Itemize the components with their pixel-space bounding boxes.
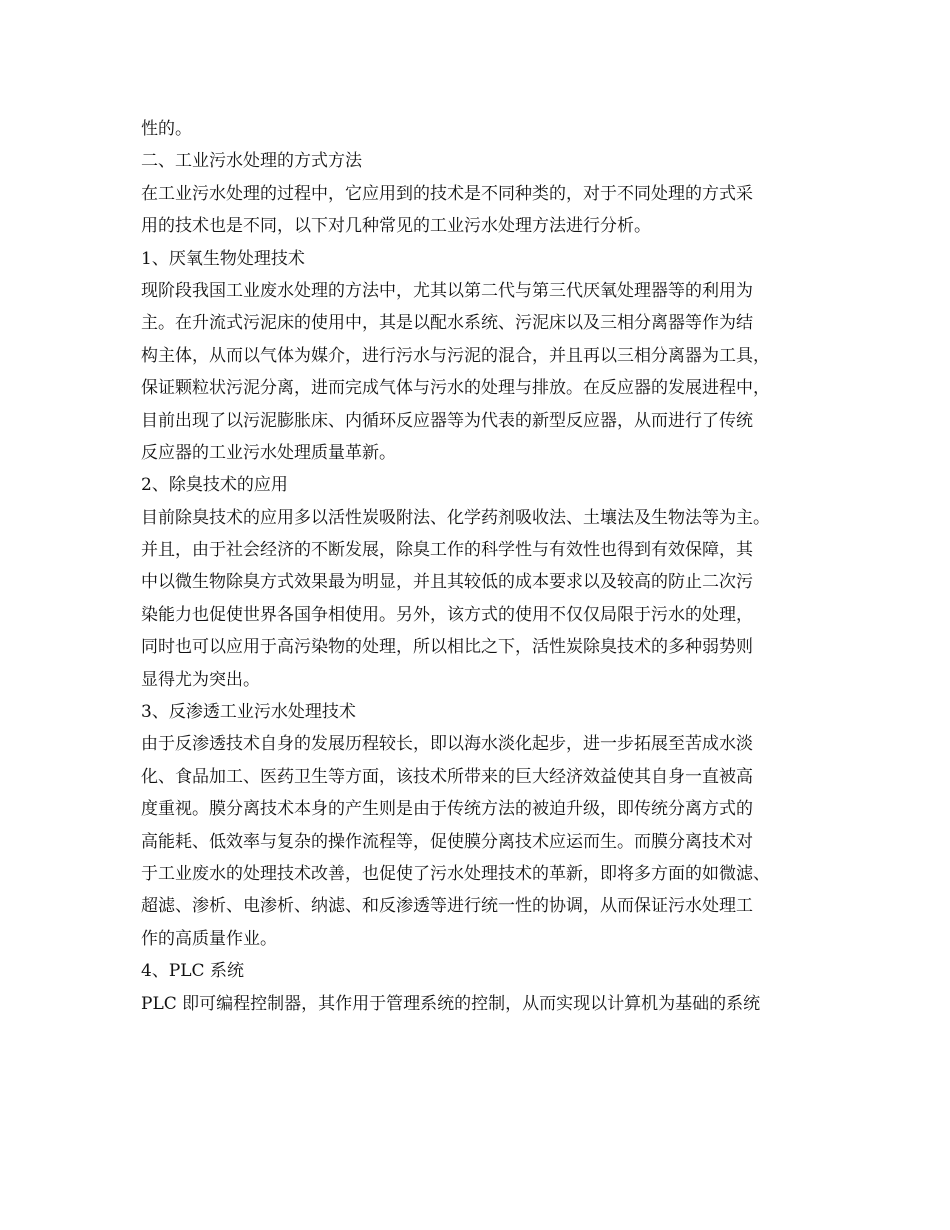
text-line: 中以微生物除臭方式效果最为明显，并且其较低的成本要求以及较高的防止二次污 xyxy=(141,572,753,593)
text-line: PLC 即可编程控制器，其作用于管理系统的控制，从而实现以计算机为基础的系统 xyxy=(141,993,761,1014)
text-line: 用的技术也是不同，以下对几种常见的工业污水处理方法进行分析。 xyxy=(141,216,651,237)
document-body xyxy=(141,113,821,1020)
text-line: 度重视。膜分离技术本身的产生则是由于传统方法的被迫升级，即传统分离方式的 xyxy=(141,799,753,820)
subsection-heading: 1、厌氧生物处理技术 xyxy=(141,248,305,269)
text-line: 目前出现了以污泥膨胀床、内循环反应器等为代表的新型反应器，从而进行了传统 xyxy=(141,410,753,431)
text-line: 在工业污水处理的过程中，它应用到的技术是不同种类的，对于不同处理的方式采 xyxy=(141,183,753,204)
subsection-heading: 3、反渗透工业污水处理技术 xyxy=(141,702,356,723)
text-line: 现阶段我国工业废水处理的方法中，尤其以第二代与第三代厌氧处理器等的利用为 xyxy=(141,280,753,301)
text-line: 构主体，从而以气体为媒介，进行污水与污泥的混合，并且再以三相分离器为工具， xyxy=(141,345,770,366)
text-line: 超滤、渗析、电渗析、纳滤、和反渗透等进行统一性的协调，从而保证污水处理工 xyxy=(141,896,753,917)
text-line: 目前除臭技术的应用多以活性炭吸附法、化学药剂吸收法、土壤法及生物法等为主。 xyxy=(141,507,770,528)
text-line: 于工业废水的处理技术改善，也促使了污水处理技术的革新，即将多方面的如微滤、 xyxy=(141,863,770,884)
text-line: 性的。 xyxy=(141,119,192,139)
subsection-heading: 4、PLC 系统 xyxy=(141,961,244,982)
text-line: 并且，由于社会经济的不断发展，除臭工作的科学性与有效性也得到有效保障，其 xyxy=(141,540,753,561)
text-line: 作的高质量作业。 xyxy=(141,928,277,949)
text-line: 显得尤为突出。 xyxy=(141,669,260,690)
text-line: 主。在升流式污泥床的使用中，其是以配水系统、污泥床以及三相分离器等作为结 xyxy=(141,313,753,334)
text-line: 化、食品加工、医药卫生等方面，该技术所带来的巨大经济效益使其自身一直被高 xyxy=(141,766,753,787)
text-line: 染能力也促使世界各国争相使用。另外，该方式的使用不仅仅局限于污水的处理， xyxy=(141,604,753,625)
section-heading: 二、工业污水处理的方式方法 xyxy=(141,151,362,172)
text-line: 保证颗粒状污泥分离，进而完成气体与污水的处理与排放。在反应器的发展进程中， xyxy=(141,378,770,399)
subsection-heading: 2、除臭技术的应用 xyxy=(141,475,288,496)
text-line: 由于反渗透技术自身的发展历程较长，即以海水淡化起步，进一步拓展至苦成水淡 xyxy=(141,734,753,755)
text-line: 高能耗、低效率与复杂的操作流程等，促使膜分离技术应运而生。而膜分离技术对 xyxy=(141,831,753,852)
text-line: 同时也可以应用于高污染物的处理，所以相比之下，活性炭除臭技术的多种弱势则 xyxy=(141,637,753,658)
text-line: 反应器的工业污水处理质量革新。 xyxy=(141,442,396,463)
